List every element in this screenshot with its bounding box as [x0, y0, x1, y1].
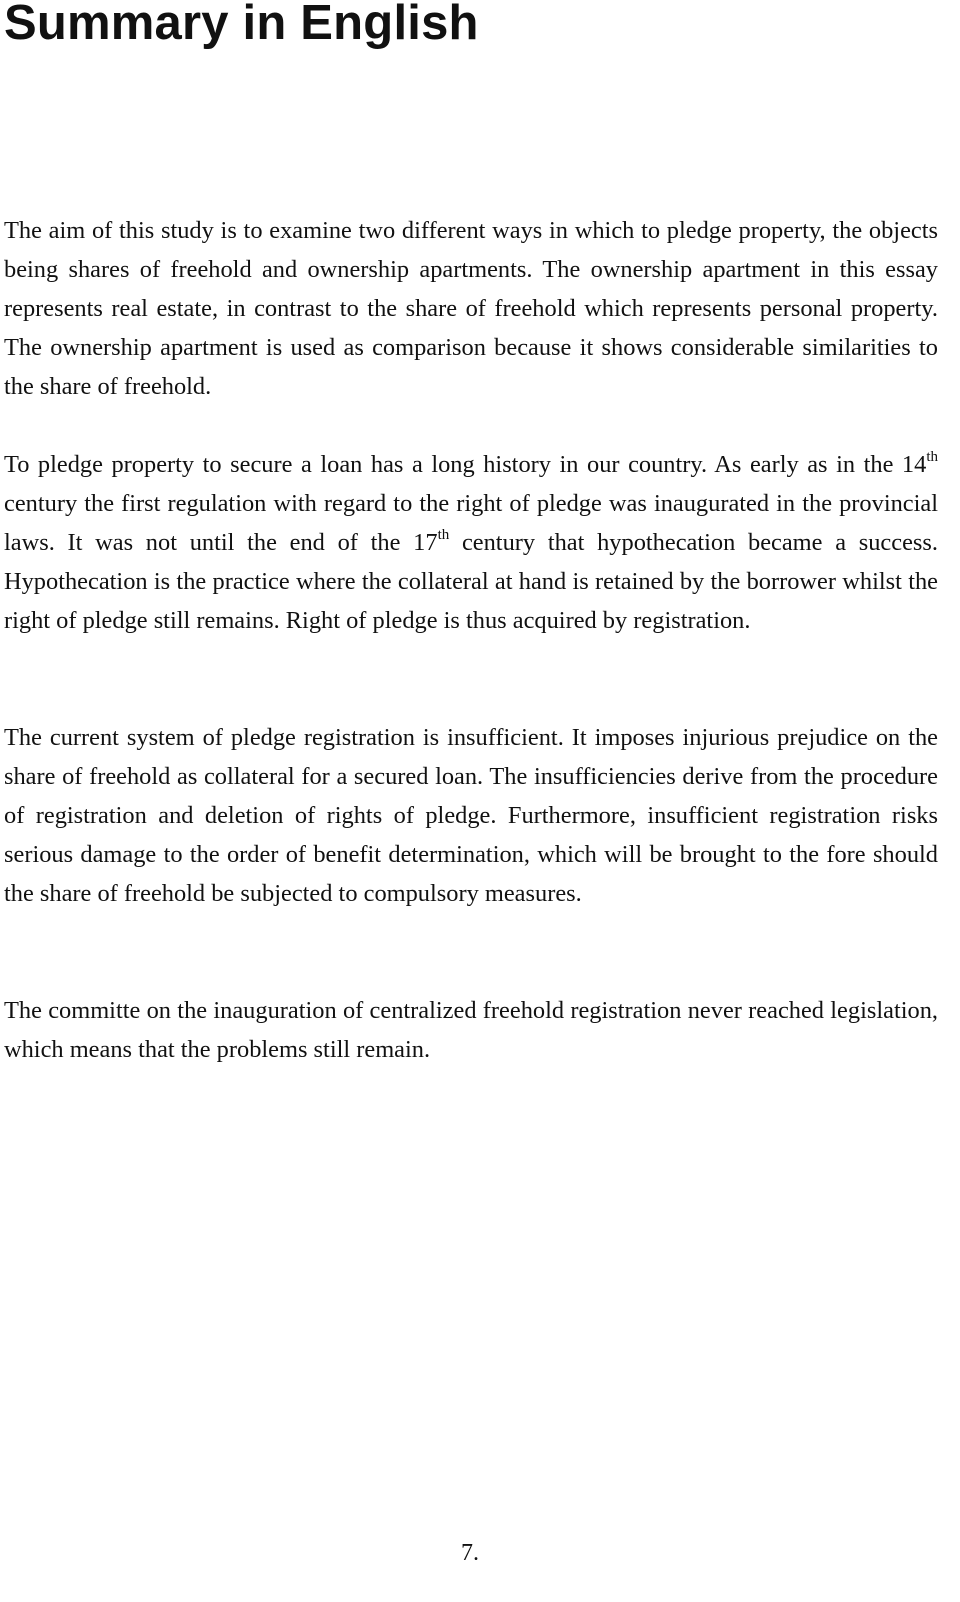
superscript: th: [926, 448, 938, 465]
paragraph-text: To pledge property to secure a loan has a long history in our country. As early as in the 14: [4, 451, 927, 478]
page-number: 7.: [461, 1540, 479, 1566]
paragraph-committee: The committe on the inauguration of centralized freehold registration never reached legislation, which means that the problems still remain.: [4, 997, 938, 1063]
paragraph-pledge-history: [4, 445, 938, 640]
superscript: th: [437, 526, 450, 543]
paragraph-text: century that hypothecation became a success. Hypothecation is the practice where the collateral at hand is retained by the borrower whilst the right of pledge still remains. Right of pledge is thus acquired by registration.: [4, 529, 938, 634]
paragraph-text: century the first regulation with regard to the right of pledge was inaugurated in the provincial laws. It was not until the end of the 17: [4, 490, 938, 556]
paragraph-current-system: The current system of pledge registration is insufficient. It imposes injurious prejudice on the share of freehold as collateral for a secured loan. The insufficiencies derive from the procedure of registration and deletion of rights of pledge. Furthermore, insufficient registration risks serious damage to the order of benefit determination, which will be brought to the fore should the share of freehold be subjected to compulsory measures.: [4, 724, 938, 907]
page-title: Summary in English: [4, 0, 479, 50]
paragraph-study-aim: The aim of this study is to examine two different ways in which to pledge property, the objects being shares of freehold and ownership apartments. The ownership apartment in this essay represents real estate, in contrast to the share of freehold which represents personal property. The ownership apartment is used as comparison because it shows considerable similarities to the share of freehold.: [4, 217, 938, 400]
